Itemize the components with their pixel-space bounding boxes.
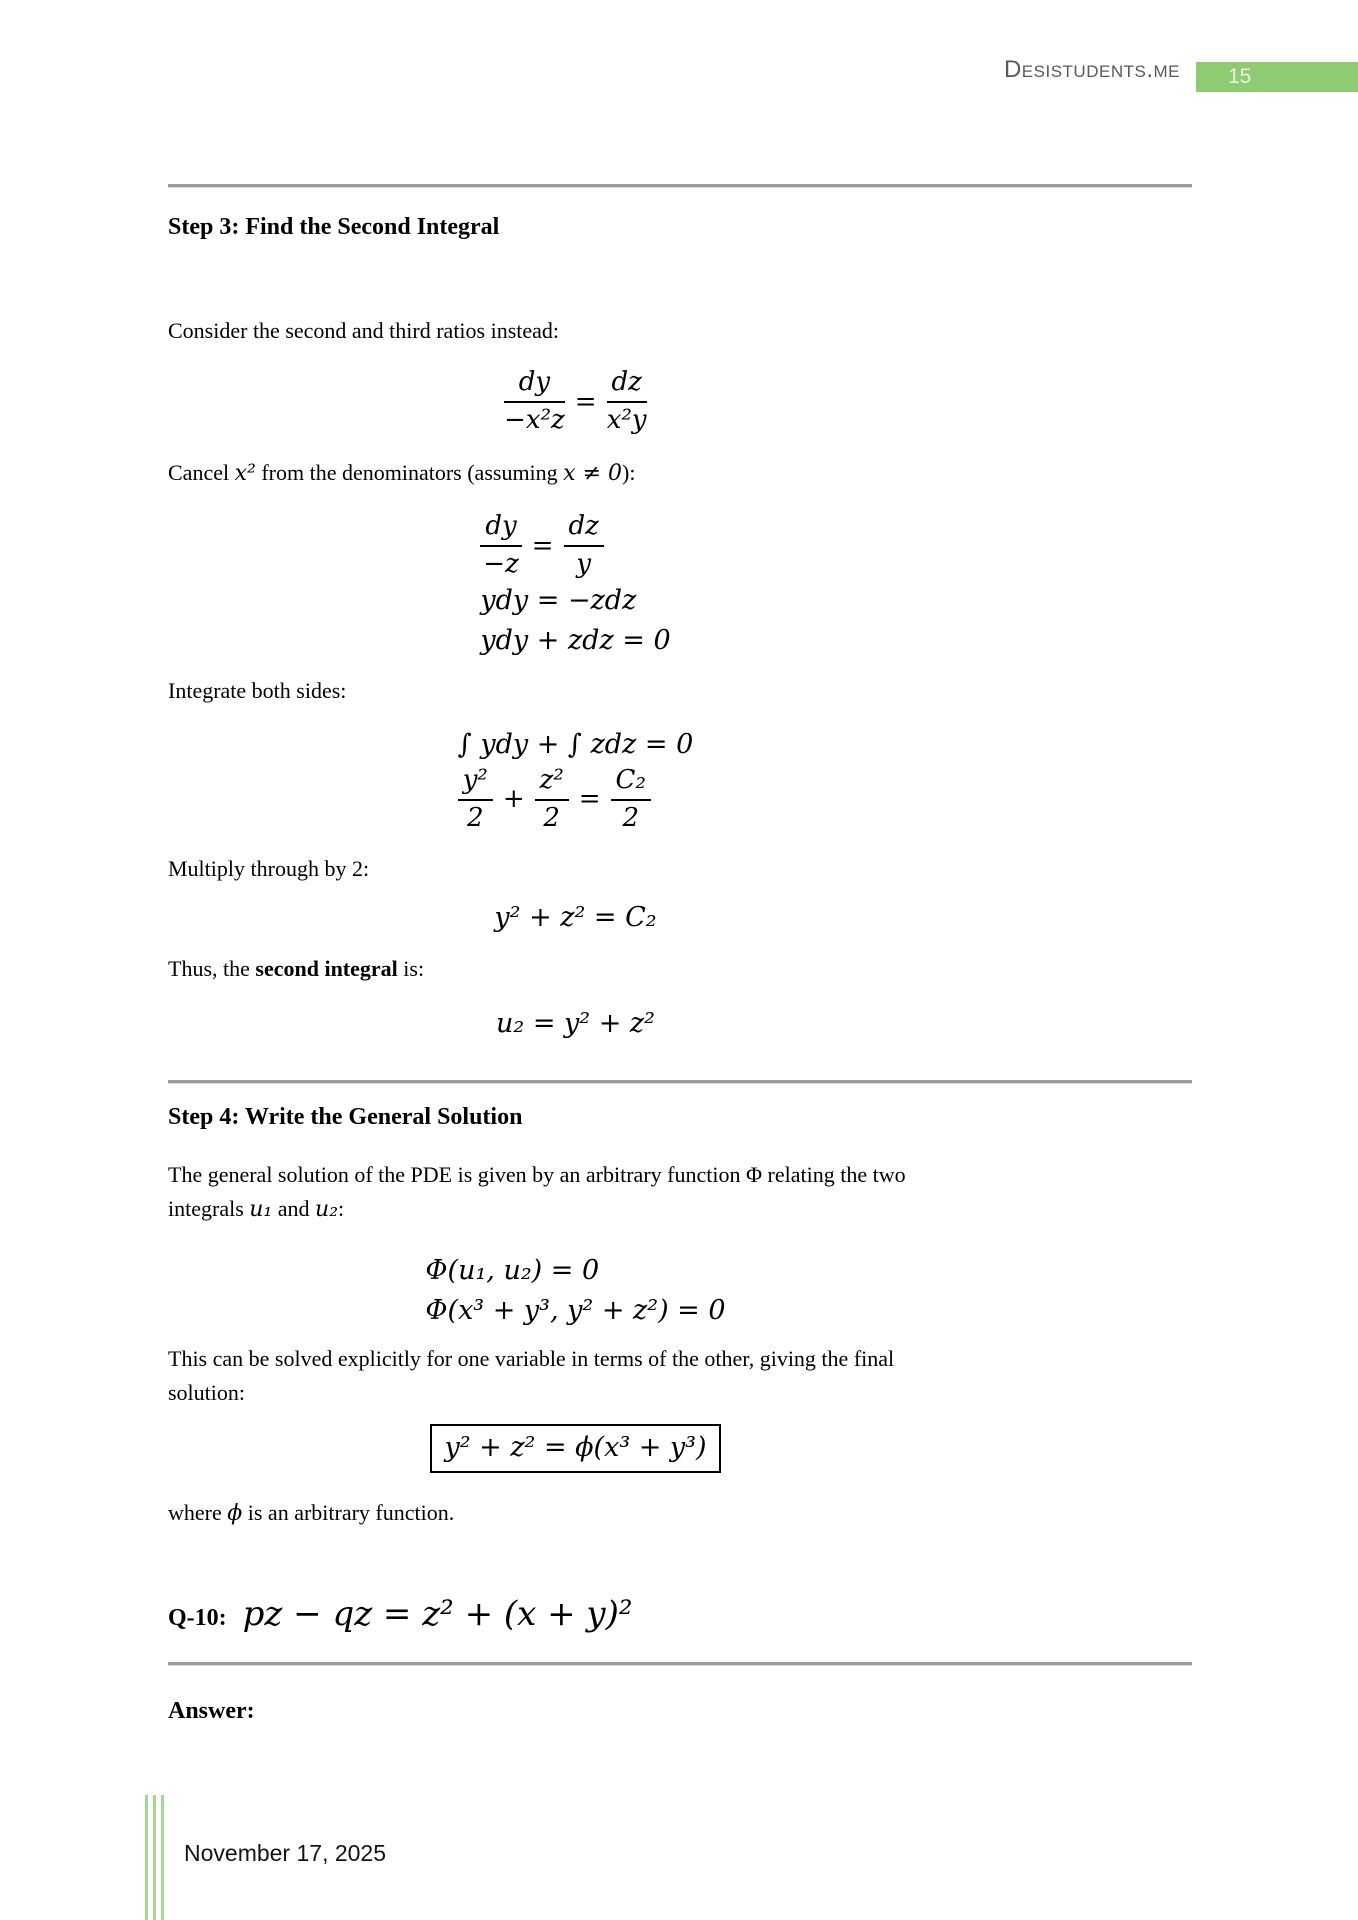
fraction-right xyxy=(564,512,604,580)
fraction-denominator: 2 xyxy=(466,802,484,833)
step4-heading: Step 4: Write the General Solution xyxy=(168,1104,523,1130)
page-number-badge xyxy=(1196,62,1358,92)
section-divider xyxy=(168,1662,1192,1666)
fraction xyxy=(535,766,569,834)
section-divider xyxy=(168,1080,1192,1084)
text-segment: is an arbitrary function. xyxy=(242,1500,455,1525)
footer-date: November 17, 2025 xyxy=(184,1840,387,1866)
plus-sign: + xyxy=(502,784,525,815)
paragraph-line xyxy=(168,1192,906,1227)
fraction-denominator: y xyxy=(576,548,592,579)
fraction-numerator: C₂ xyxy=(611,766,651,801)
step3-heading: Step 3: Find the Second Integral xyxy=(168,214,500,240)
text-segment: Thus, the xyxy=(168,956,256,981)
paragraph-line: The general solution of the PDE is given by an arbitrary function Φ relating the two xyxy=(168,1162,906,1187)
section-divider xyxy=(168,184,1192,188)
where-paragraph xyxy=(168,1500,454,1526)
equation-u2 xyxy=(168,1008,983,1039)
equation-line: ydy = −zdz xyxy=(480,584,637,616)
answer-label: Answer: xyxy=(168,1698,255,1724)
equation-group xyxy=(458,724,694,836)
fraction-numerator: dz xyxy=(607,368,647,403)
fraction-numerator: y² xyxy=(458,766,493,801)
site-name: Desistudents.me xyxy=(1003,56,1180,83)
paragraph-line: solution: xyxy=(168,1380,246,1405)
fraction-denominator: x²y xyxy=(606,404,647,435)
fraction-denominator: −x²z xyxy=(504,404,565,435)
equation-group-phi xyxy=(168,1250,983,1332)
equation-group xyxy=(425,1250,725,1332)
text-segment: : xyxy=(338,1196,345,1221)
text-segment: integrals xyxy=(168,1196,250,1221)
text-segment: and xyxy=(272,1196,316,1221)
accent-bar xyxy=(153,1795,156,1920)
equation-group-simplify xyxy=(168,512,983,661)
accent-bar xyxy=(145,1795,148,1920)
fraction-denominator: 2 xyxy=(622,802,639,833)
cancel-paragraph xyxy=(168,460,635,486)
fraction-numerator: dy xyxy=(504,368,565,403)
equation-line: Φ(u₁, u₂) = 0 xyxy=(425,1255,600,1286)
text-segment: ): xyxy=(622,460,636,485)
integrate-paragraph: Integrate both sides: xyxy=(168,678,347,703)
equation-line: y² + z² = C₂ xyxy=(494,902,657,933)
equation-line: Φ(x³ + y³, y² + z²) = 0 xyxy=(425,1294,726,1326)
question-10 xyxy=(168,1594,633,1634)
fraction-denominator: −z xyxy=(483,548,519,579)
equals-sign: = xyxy=(574,386,597,417)
text-segment: where xyxy=(168,1500,228,1525)
accent-bar xyxy=(161,1795,164,1920)
multiply-paragraph: Multiply through by 2: xyxy=(168,856,370,881)
text-segment: Cancel xyxy=(168,460,235,485)
fraction-numerator: dz xyxy=(564,512,604,547)
fraction-left xyxy=(504,368,565,436)
general-solution-paragraph xyxy=(168,1158,906,1227)
paragraph-line: This can be solved explicitly for one variable in terms of the other, giving the final xyxy=(168,1346,895,1371)
equation-line xyxy=(480,511,603,579)
equation-mult xyxy=(168,902,983,933)
inline-math: u₁ xyxy=(249,1197,273,1222)
boxed-equation: y² + z² = ϕ(x³ + y³) xyxy=(430,1424,720,1473)
page-number: 15 xyxy=(1228,65,1252,88)
equation-line: ydy + zdz = 0 xyxy=(480,624,671,656)
bold-segment: second integral xyxy=(255,956,398,981)
equation-group xyxy=(480,512,670,661)
fraction-left xyxy=(480,512,521,580)
fraction xyxy=(458,766,493,834)
fraction-denominator: 2 xyxy=(543,802,560,833)
fraction-right xyxy=(607,368,647,436)
fraction-numerator: dy xyxy=(480,512,521,547)
fraction-numerator: z² xyxy=(535,766,569,801)
equation-line xyxy=(458,766,694,834)
question-equation: pz − qz = z² + (x + y)² xyxy=(242,1594,633,1634)
inline-math: u₂ xyxy=(315,1197,339,1222)
inline-math: x ≠ 0 xyxy=(563,461,622,486)
inline-math: x² xyxy=(234,461,256,486)
equals-sign: = xyxy=(531,530,554,561)
inline-math: ϕ xyxy=(227,1501,243,1526)
final-solution-row xyxy=(168,1424,983,1473)
equation-line: ∫ ydy + ∫ zdz = 0 xyxy=(457,729,694,760)
consider-paragraph: Consider the second and third ratios instead: xyxy=(168,318,560,343)
equation-ratio xyxy=(168,368,983,436)
fraction xyxy=(611,766,651,834)
equals-sign: = xyxy=(578,784,601,815)
text-segment: is: xyxy=(397,956,425,981)
solve-paragraph xyxy=(168,1342,894,1410)
question-label: Q-10: xyxy=(168,1605,227,1631)
thus-paragraph xyxy=(168,956,424,982)
equation-group-integrate xyxy=(168,724,983,836)
footer-accent-bars xyxy=(145,1795,164,1920)
equation-line: u₂ = y² + z² xyxy=(496,1008,655,1039)
text-segment: from the denominators (assuming xyxy=(255,460,564,485)
